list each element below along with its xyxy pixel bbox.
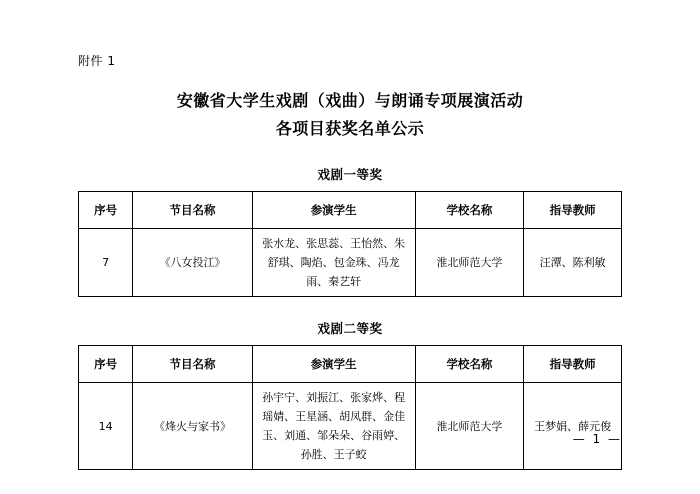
table-row: [79, 229, 622, 297]
cell-teacher: 王梦娟、薛元俊: [524, 383, 622, 470]
section-heading-first-prize: 戏剧一等奖: [317, 167, 383, 182]
table-header-row: [79, 346, 622, 383]
column-header-students: 参演学生: [252, 192, 415, 229]
column-header-program: 节目名称: [133, 192, 252, 229]
page-title: [78, 87, 622, 143]
cell-school: 淮北师范大学: [415, 229, 524, 297]
column-header-school: 学校名称: [415, 192, 524, 229]
column-header-school: 学校名称: [415, 346, 524, 383]
cell-school: 淮北师范大学: [415, 383, 524, 470]
section-heading-second-prize: 戏剧二等奖: [317, 321, 383, 336]
section-second-prize: [78, 319, 622, 470]
table-row: [79, 383, 622, 470]
cell-teacher: 汪潭、陈利敏: [524, 229, 622, 297]
award-table-second-prize: [78, 345, 622, 470]
page-number: — 1 —: [572, 432, 622, 446]
table-header-row: [79, 192, 622, 229]
cell-students: 孙宇宁、刘振江、张家烨、程瑶婧、王星涵、胡凤群、金佳玉、刘通、邹朵朵、谷雨婷、孙胜、王子蛟: [252, 383, 415, 470]
column-header-teacher: 指导教师: [524, 192, 622, 229]
section-first-prize: [78, 165, 622, 297]
column-header-students: 参演学生: [252, 346, 415, 383]
page-title-line-2: 各项目获奖名单公示: [275, 119, 425, 138]
cell-program: 《八女投江》: [133, 229, 252, 297]
page-title-line-1: 安徽省大学生戏剧（戏曲）与朗诵专项展演活动: [176, 91, 524, 110]
cell-no: 14: [79, 383, 133, 470]
column-header-no: 序号: [79, 346, 133, 383]
column-header-no: 序号: [79, 192, 133, 229]
award-table-first-prize: [78, 191, 622, 297]
cell-program: 《烽火与家书》: [133, 383, 252, 470]
cell-students: 张水龙、张思蕊、王怡然、朱舒琪、陶焰、包金珠、冯龙雨、秦艺轩: [252, 229, 415, 297]
column-header-program: 节目名称: [133, 346, 252, 383]
attachment-label: 附件 1: [78, 54, 116, 68]
column-header-teacher: 指导教师: [524, 346, 622, 383]
cell-no: 7: [79, 229, 133, 297]
